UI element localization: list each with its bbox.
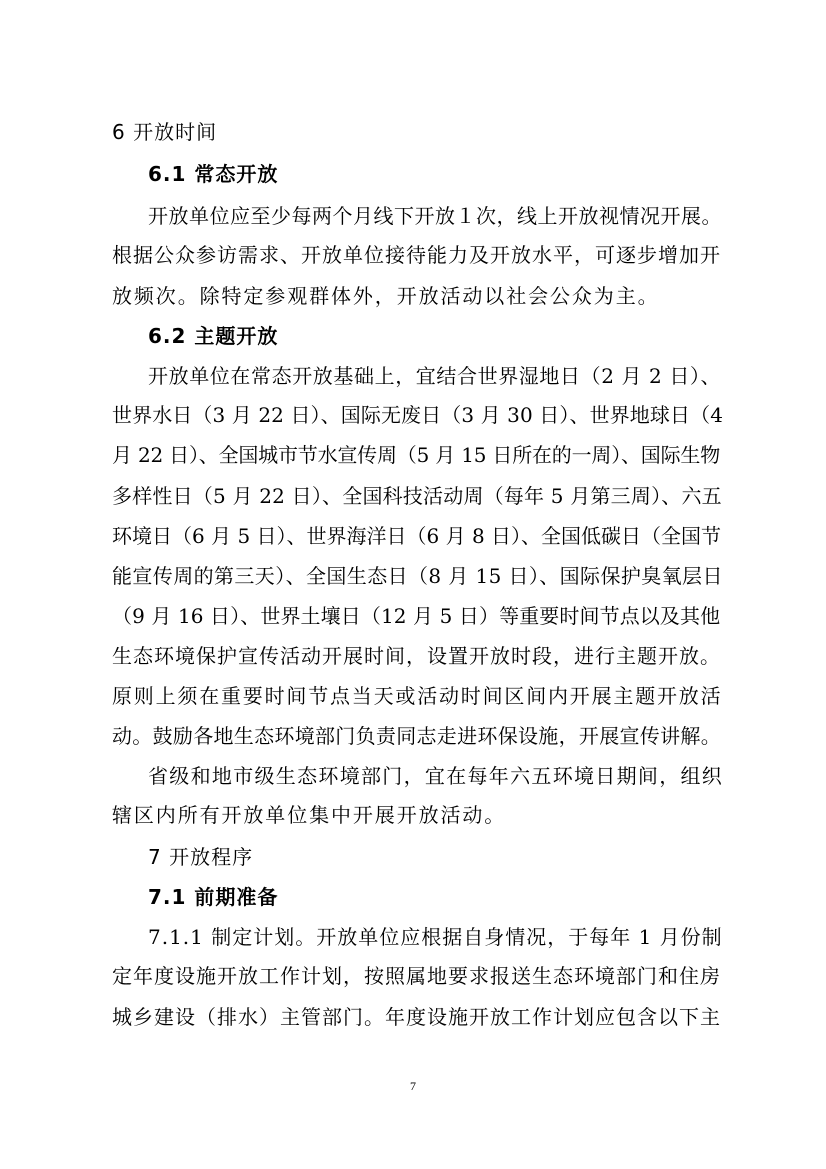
paragraph-line: 能宣传周的第三天）、全国生态日（8 月 15 日）、国际保护臭氧层日 [112, 564, 723, 588]
paragraph-line: 生态环境保护宣传活动开展时间，设置开放时段，进行主题开放。 [112, 644, 721, 668]
paragraph-line: 7.1.1 制定计划。开放单位应根据自身情况，于每年 1 月份制 [148, 925, 723, 949]
paragraph-line: 世界水日（3 月 22 日）、国际无废日（3 月 30 日）、世界地球日（4 [112, 403, 724, 427]
paragraph-line: （9 月 16 日）、世界土壤日（12 月 5 日）等重要时间节点以及其他 [112, 604, 721, 628]
paragraph-line: 城乡建设（排水）主管部门。年度设施开放工作计划应包含以下主 [112, 1005, 721, 1029]
paragraph-line: 动。鼓励各地生态环境部门负责同志走进环保设施，开展宣传讲解。 [112, 724, 721, 748]
paragraph-line: 月 22 日）、全国城市节水宣传周（5 月 15 日所在的一周）、国际生物 [112, 443, 721, 467]
paragraph-line: 原则上须在重要时间节点当天或活动时间区间内开展主题开放活 [112, 684, 723, 708]
paragraph-line: 辖区内所有开放单位集中开展开放活动。 [112, 803, 507, 827]
paragraph-line: 省级和地市级生态环境部门，宜在每年六五环境日期间，组织 [148, 764, 724, 788]
subsection-heading-7-1: 7.1 前期准备 [148, 885, 279, 909]
paragraph-line: 开放单位在常态开放基础上，宜结合世界湿地日（2 月 2 日）、 [148, 364, 722, 388]
paragraph-line: 定年度设施开放工作计划，按照属地要求报送生态环境部门和住房 [112, 964, 721, 988]
section-heading-6: 6 开放时间 [112, 120, 218, 144]
section-heading-7: 7 开放程序 [148, 845, 254, 869]
subsection-heading-6-2: 6.2 主题开放 [148, 324, 279, 348]
subsection-heading-6-1: 6.1 常态开放 [148, 162, 279, 186]
page-number: 7 [410, 1079, 416, 1093]
paragraph-line: 放频次。除特定参观群体外，开放活动以社会公众为主。 [112, 284, 660, 308]
paragraph-line: 根据公众参访需求、开放单位接待能力及开放水平，可逐步增加开 [112, 243, 721, 267]
paragraph-line: 开放单位应至少每两个月线下开放１次，线上开放视情况开展。 [148, 204, 722, 228]
paragraph-line: 环境日（6 月 5 日）、世界海洋日（6 月 8 日）、全国低碳日（全国节 [112, 524, 722, 548]
paragraph-line: 多样性日（5 月 22 日）、全国科技活动周（每年 5 月第三周）、六五 [112, 484, 722, 508]
